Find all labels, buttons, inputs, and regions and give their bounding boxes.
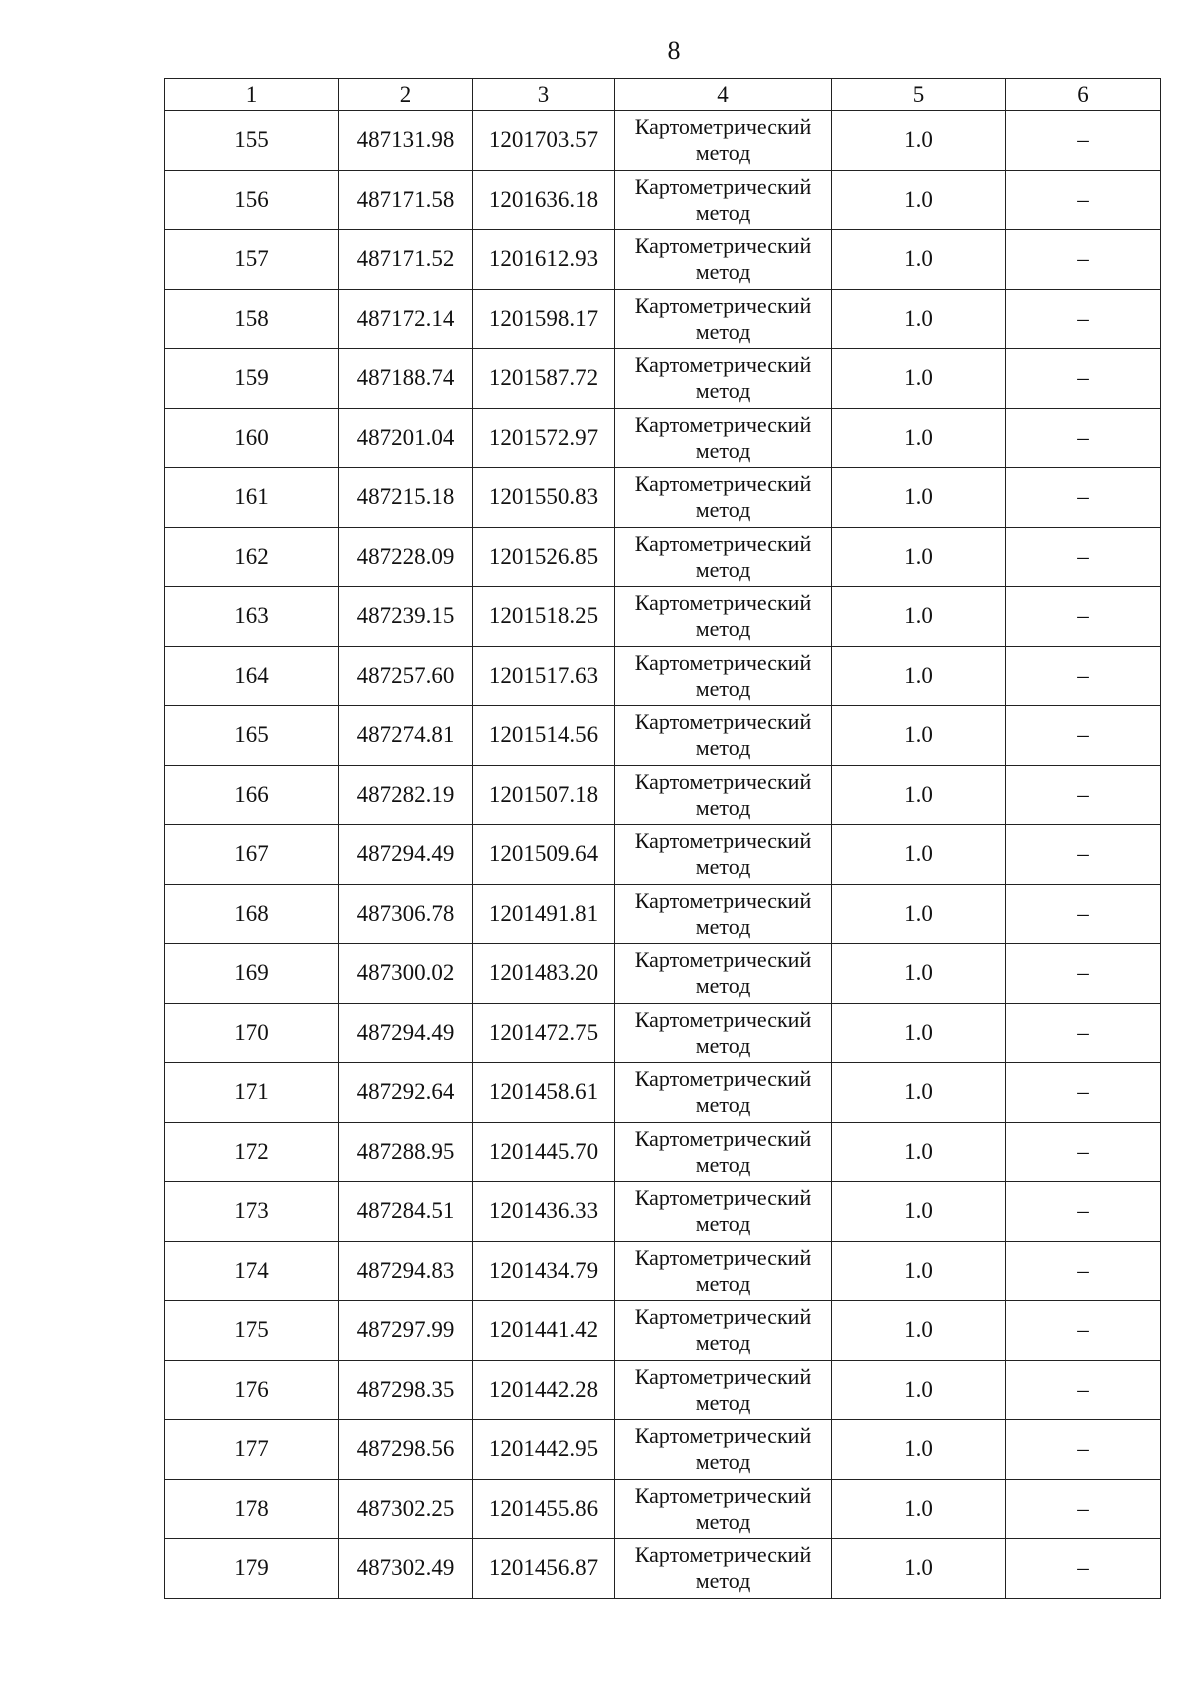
method-line-1: Картометрический [634, 173, 812, 199]
x-coordinate-cell: 487257.60 [339, 646, 473, 706]
note-cell: – [1006, 944, 1161, 1004]
method-line-2: метод [695, 1508, 751, 1534]
method-line-2: метод [695, 199, 751, 225]
method-line-2: метод [695, 497, 751, 523]
point-number-cell: 158 [165, 289, 339, 349]
y-coordinate-cell: 1201550.83 [473, 468, 615, 528]
y-coordinate-cell: 1201598.17 [473, 289, 615, 349]
method-line-2: метод [695, 1211, 751, 1237]
point-number-cell: 157 [165, 230, 339, 290]
point-number-cell: 177 [165, 1420, 339, 1480]
x-coordinate-cell: 487274.81 [339, 706, 473, 766]
method-cell [615, 1539, 832, 1599]
method-cell [615, 1301, 832, 1361]
y-coordinate-cell: 1201517.63 [473, 646, 615, 706]
accuracy-cell: 1.0 [832, 587, 1006, 647]
x-coordinate-cell: 487172.14 [339, 289, 473, 349]
accuracy-cell: 1.0 [832, 706, 1006, 766]
y-coordinate-cell: 1201518.25 [473, 587, 615, 647]
method-line-2: метод [695, 140, 751, 166]
table-row [165, 1301, 1161, 1361]
method-cell [615, 408, 832, 468]
point-number-cell: 172 [165, 1122, 339, 1182]
accuracy-cell: 1.0 [832, 765, 1006, 825]
method-line-2: метод [695, 1151, 751, 1177]
table-row [165, 230, 1161, 290]
method-cell [615, 587, 832, 647]
column-header-3: 3 [473, 79, 615, 111]
method-line-1: Картометрический [634, 352, 812, 378]
accuracy-cell: 1.0 [832, 230, 1006, 290]
point-number-cell: 171 [165, 1063, 339, 1123]
table-row [165, 646, 1161, 706]
accuracy-cell: 1.0 [832, 1241, 1006, 1301]
note-cell: – [1006, 1063, 1161, 1123]
table-row [165, 349, 1161, 409]
accuracy-cell: 1.0 [832, 1301, 1006, 1361]
table-row [165, 825, 1161, 885]
note-cell: – [1006, 1122, 1161, 1182]
method-cell [615, 349, 832, 409]
method-line-2: метод [695, 616, 751, 642]
accuracy-cell: 1.0 [832, 646, 1006, 706]
x-coordinate-cell: 487215.18 [339, 468, 473, 528]
x-coordinate-cell: 487298.35 [339, 1360, 473, 1420]
method-cell [615, 468, 832, 528]
column-header-4: 4 [615, 79, 832, 111]
table-header-row [165, 79, 1161, 111]
method-line-1: Картометрический [634, 1185, 812, 1211]
method-line-2: метод [695, 1092, 751, 1118]
accuracy-cell: 1.0 [832, 111, 1006, 171]
accuracy-cell: 1.0 [832, 1360, 1006, 1420]
table-body [165, 111, 1161, 1599]
method-line-1: Картометрический [634, 1006, 812, 1032]
method-cell [615, 1241, 832, 1301]
point-number-cell: 160 [165, 408, 339, 468]
x-coordinate-cell: 487284.51 [339, 1182, 473, 1242]
method-line-2: метод [695, 259, 751, 285]
method-cell [615, 1479, 832, 1539]
method-line-1: Картометрический [634, 828, 812, 854]
method-line-2: метод [695, 556, 751, 582]
note-cell: – [1006, 111, 1161, 171]
point-number-cell: 178 [165, 1479, 339, 1539]
table-row [165, 1420, 1161, 1480]
method-line-2: метод [695, 1270, 751, 1296]
method-cell [615, 1182, 832, 1242]
note-cell: – [1006, 1360, 1161, 1420]
method-line-2: метод [695, 913, 751, 939]
accuracy-cell: 1.0 [832, 825, 1006, 885]
table-row [165, 408, 1161, 468]
method-line-1: Картометрический [634, 590, 812, 616]
method-line-1: Картометрический [634, 1423, 812, 1449]
method-line-2: метод [695, 1032, 751, 1058]
method-cell [615, 944, 832, 1004]
point-number-cell: 168 [165, 884, 339, 944]
column-header-5: 5 [832, 79, 1006, 111]
table-row [165, 1063, 1161, 1123]
x-coordinate-cell: 487292.64 [339, 1063, 473, 1123]
point-number-cell: 155 [165, 111, 339, 171]
method-line-2: метод [695, 1568, 751, 1594]
note-cell: – [1006, 527, 1161, 587]
y-coordinate-cell: 1201434.79 [473, 1241, 615, 1301]
x-coordinate-cell: 487228.09 [339, 527, 473, 587]
point-number-cell: 161 [165, 468, 339, 528]
method-cell [615, 1003, 832, 1063]
accuracy-cell: 1.0 [832, 1063, 1006, 1123]
accuracy-cell: 1.0 [832, 1539, 1006, 1599]
table-row [165, 944, 1161, 1004]
method-cell [615, 230, 832, 290]
table-row [165, 706, 1161, 766]
table-row [165, 1003, 1161, 1063]
method-line-1: Картометрический [634, 471, 812, 497]
method-cell [615, 170, 832, 230]
point-number-cell: 170 [165, 1003, 339, 1063]
x-coordinate-cell: 487294.49 [339, 1003, 473, 1063]
method-cell [615, 1360, 832, 1420]
y-coordinate-cell: 1201612.93 [473, 230, 615, 290]
accuracy-cell: 1.0 [832, 468, 1006, 528]
table-row [165, 527, 1161, 587]
accuracy-cell: 1.0 [832, 1479, 1006, 1539]
method-line-1: Картометрический [634, 947, 812, 973]
point-number-cell: 163 [165, 587, 339, 647]
y-coordinate-cell: 1201455.86 [473, 1479, 615, 1539]
point-number-cell: 174 [165, 1241, 339, 1301]
method-line-2: метод [695, 378, 751, 404]
table-row [165, 111, 1161, 171]
note-cell: – [1006, 408, 1161, 468]
x-coordinate-cell: 487282.19 [339, 765, 473, 825]
y-coordinate-cell: 1201442.28 [473, 1360, 615, 1420]
note-cell: – [1006, 1003, 1161, 1063]
point-number-cell: 162 [165, 527, 339, 587]
point-number-cell: 164 [165, 646, 339, 706]
note-cell: – [1006, 825, 1161, 885]
note-cell: – [1006, 765, 1161, 825]
note-cell: – [1006, 468, 1161, 528]
note-cell: – [1006, 1479, 1161, 1539]
method-line-1: Картометрический [634, 114, 812, 140]
accuracy-cell: 1.0 [832, 1182, 1006, 1242]
accuracy-cell: 1.0 [832, 884, 1006, 944]
method-line-1: Картометрический [634, 768, 812, 794]
accuracy-cell: 1.0 [832, 170, 1006, 230]
method-line-1: Картометрический [634, 1244, 812, 1270]
note-cell: – [1006, 349, 1161, 409]
y-coordinate-cell: 1201514.56 [473, 706, 615, 766]
y-coordinate-cell: 1201509.64 [473, 825, 615, 885]
method-line-1: Картометрический [634, 233, 812, 259]
table-row [165, 587, 1161, 647]
method-line-1: Картометрический [634, 1482, 812, 1508]
y-coordinate-cell: 1201526.85 [473, 527, 615, 587]
note-cell: – [1006, 1182, 1161, 1242]
note-cell: – [1006, 1539, 1161, 1599]
method-line-1: Картометрический [634, 649, 812, 675]
y-coordinate-cell: 1201442.95 [473, 1420, 615, 1480]
x-coordinate-cell: 487302.49 [339, 1539, 473, 1599]
point-number-cell: 169 [165, 944, 339, 1004]
method-cell [615, 527, 832, 587]
method-line-1: Картометрический [634, 1125, 812, 1151]
method-line-2: метод [695, 675, 751, 701]
method-cell [615, 646, 832, 706]
y-coordinate-cell: 1201472.75 [473, 1003, 615, 1063]
column-header-6: 6 [1006, 79, 1161, 111]
method-line-1: Картометрический [634, 709, 812, 735]
y-coordinate-cell: 1201441.42 [473, 1301, 615, 1361]
coordinates-table [164, 78, 1161, 1599]
method-line-1: Картометрический [634, 411, 812, 437]
column-header-1: 1 [165, 79, 339, 111]
point-number-cell: 179 [165, 1539, 339, 1599]
method-line-1: Картометрический [634, 1363, 812, 1389]
page-number: 8 [667, 36, 681, 65]
note-cell: – [1006, 884, 1161, 944]
point-number-cell: 166 [165, 765, 339, 825]
note-cell: – [1006, 646, 1161, 706]
x-coordinate-cell: 487188.74 [339, 349, 473, 409]
note-cell: – [1006, 170, 1161, 230]
x-coordinate-cell: 487300.02 [339, 944, 473, 1004]
method-line-2: метод [695, 1389, 751, 1415]
note-cell: – [1006, 1420, 1161, 1480]
table-row [165, 884, 1161, 944]
x-coordinate-cell: 487201.04 [339, 408, 473, 468]
method-cell [615, 1122, 832, 1182]
x-coordinate-cell: 487297.99 [339, 1301, 473, 1361]
y-coordinate-cell: 1201636.18 [473, 170, 615, 230]
method-line-2: метод [695, 1330, 751, 1356]
note-cell: – [1006, 706, 1161, 766]
y-coordinate-cell: 1201587.72 [473, 349, 615, 409]
accuracy-cell: 1.0 [832, 408, 1006, 468]
point-number-cell: 159 [165, 349, 339, 409]
accuracy-cell: 1.0 [832, 1122, 1006, 1182]
table-row [165, 468, 1161, 528]
method-line-2: метод [695, 437, 751, 463]
table-row [165, 765, 1161, 825]
table-row [165, 1241, 1161, 1301]
method-cell [615, 825, 832, 885]
accuracy-cell: 1.0 [832, 1420, 1006, 1480]
note-cell: – [1006, 289, 1161, 349]
y-coordinate-cell: 1201491.81 [473, 884, 615, 944]
method-line-2: метод [695, 318, 751, 344]
note-cell: – [1006, 1241, 1161, 1301]
x-coordinate-cell: 487131.98 [339, 111, 473, 171]
point-number-cell: 173 [165, 1182, 339, 1242]
x-coordinate-cell: 487171.58 [339, 170, 473, 230]
y-coordinate-cell: 1201458.61 [473, 1063, 615, 1123]
y-coordinate-cell: 1201703.57 [473, 111, 615, 171]
column-header-2: 2 [339, 79, 473, 111]
y-coordinate-cell: 1201572.97 [473, 408, 615, 468]
method-cell [615, 1420, 832, 1480]
method-line-1: Картометрический [634, 1066, 812, 1092]
point-number-cell: 176 [165, 1360, 339, 1420]
x-coordinate-cell: 487298.56 [339, 1420, 473, 1480]
table-row [165, 1122, 1161, 1182]
x-coordinate-cell: 487294.49 [339, 825, 473, 885]
table-row [165, 1479, 1161, 1539]
accuracy-cell: 1.0 [832, 289, 1006, 349]
x-coordinate-cell: 487288.95 [339, 1122, 473, 1182]
method-line-1: Картометрический [634, 1304, 812, 1330]
x-coordinate-cell: 487306.78 [339, 884, 473, 944]
point-number-cell: 165 [165, 706, 339, 766]
method-cell [615, 1063, 832, 1123]
method-cell [615, 884, 832, 944]
y-coordinate-cell: 1201483.20 [473, 944, 615, 1004]
method-line-2: метод [695, 854, 751, 880]
accuracy-cell: 1.0 [832, 944, 1006, 1004]
method-cell [615, 706, 832, 766]
x-coordinate-cell: 487302.25 [339, 1479, 473, 1539]
table-row [165, 1360, 1161, 1420]
x-coordinate-cell: 487294.83 [339, 1241, 473, 1301]
x-coordinate-cell: 487171.52 [339, 230, 473, 290]
note-cell: – [1006, 230, 1161, 290]
method-line-1: Картометрический [634, 530, 812, 556]
accuracy-cell: 1.0 [832, 527, 1006, 587]
method-line-2: метод [695, 735, 751, 761]
y-coordinate-cell: 1201456.87 [473, 1539, 615, 1599]
method-line-2: метод [695, 794, 751, 820]
point-number-cell: 167 [165, 825, 339, 885]
table-row [165, 1182, 1161, 1242]
table-row [165, 170, 1161, 230]
table-row [165, 289, 1161, 349]
x-coordinate-cell: 487239.15 [339, 587, 473, 647]
y-coordinate-cell: 1201445.70 [473, 1122, 615, 1182]
note-cell: – [1006, 1301, 1161, 1361]
method-cell [615, 765, 832, 825]
method-line-2: метод [695, 1449, 751, 1475]
method-line-1: Картометрический [634, 292, 812, 318]
method-line-1: Картометрический [634, 1542, 812, 1568]
y-coordinate-cell: 1201436.33 [473, 1182, 615, 1242]
accuracy-cell: 1.0 [832, 349, 1006, 409]
method-cell [615, 111, 832, 171]
table-row [165, 1539, 1161, 1599]
note-cell: – [1006, 587, 1161, 647]
point-number-cell: 175 [165, 1301, 339, 1361]
method-line-1: Картометрический [634, 887, 812, 913]
method-cell [615, 289, 832, 349]
y-coordinate-cell: 1201507.18 [473, 765, 615, 825]
method-line-2: метод [695, 973, 751, 999]
point-number-cell: 156 [165, 170, 339, 230]
accuracy-cell: 1.0 [832, 1003, 1006, 1063]
